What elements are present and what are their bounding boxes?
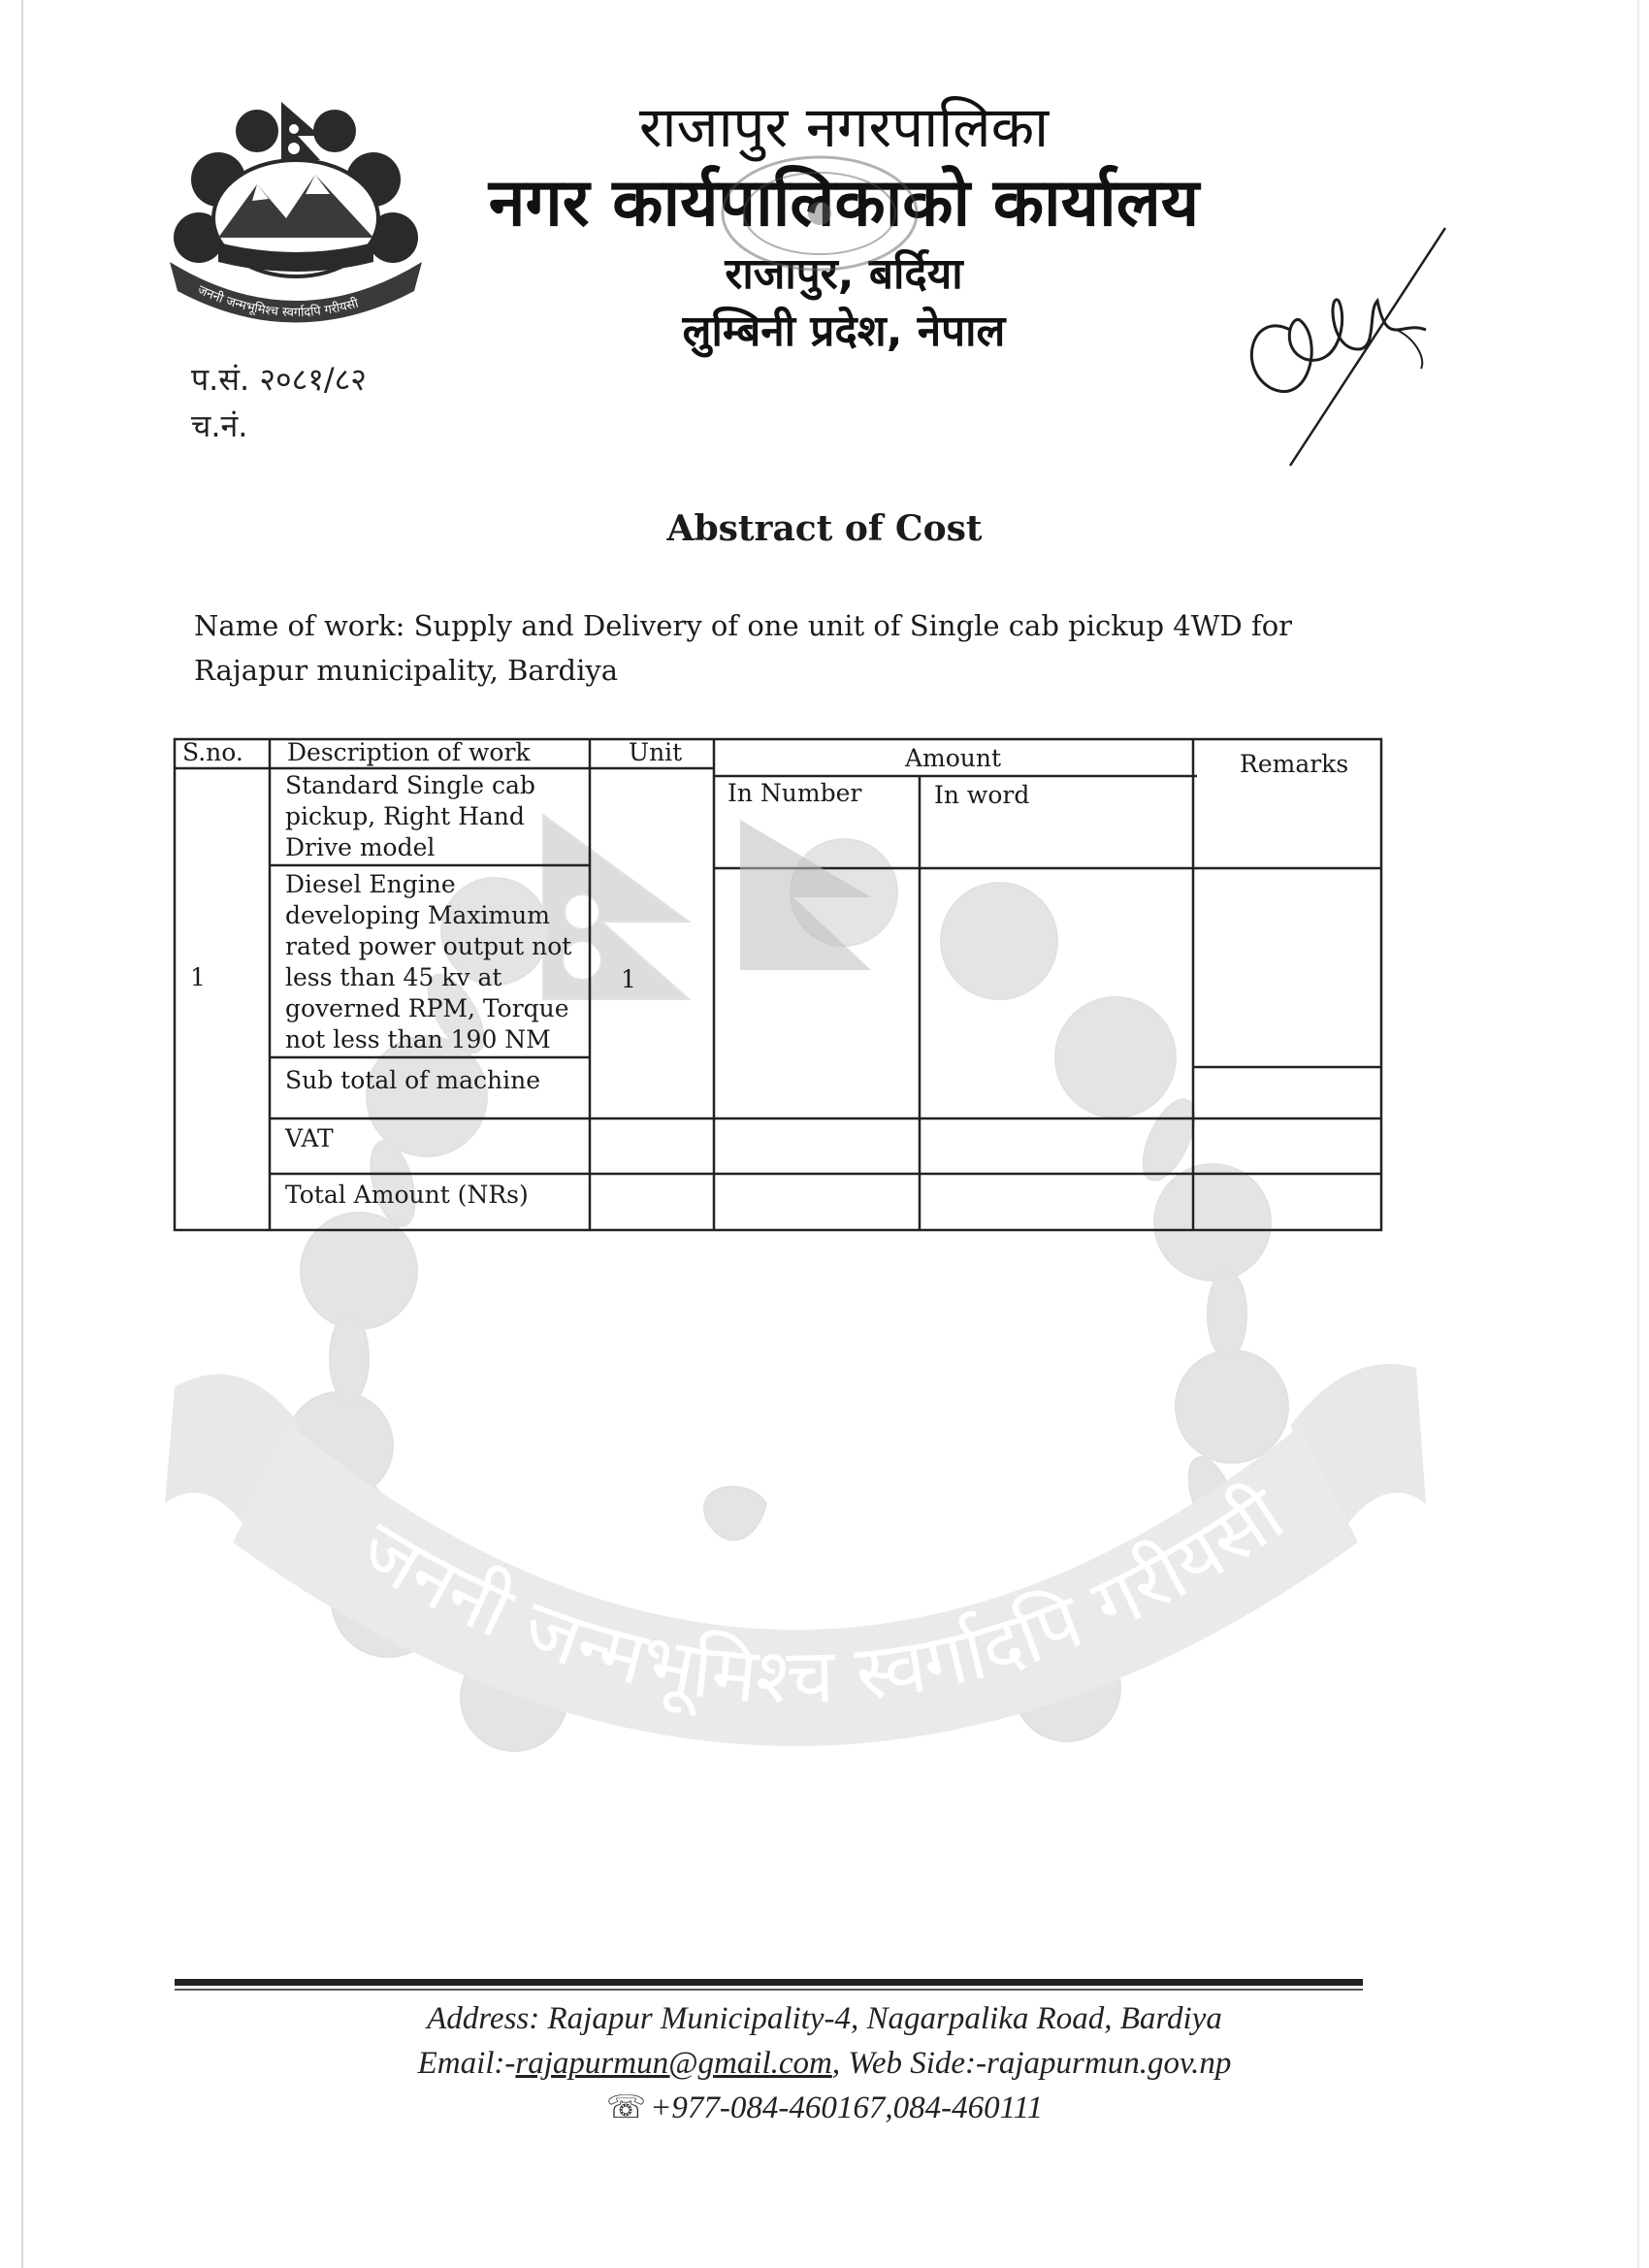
work-description: Name of work: Supply and Delivery of one unit of Single cab pickup 4WD for Rajapur municipality, Bardiya bbox=[194, 609, 1293, 687]
header-unit: Unit bbox=[629, 738, 683, 766]
email-label: Email:- bbox=[417, 2046, 516, 2081]
province-country: लुम्बिनी प्रदेश, नेपाल bbox=[682, 307, 1006, 356]
footer-rule-thin bbox=[175, 1989, 1363, 1991]
subtotal-label: Sub total of machine bbox=[285, 1066, 541, 1094]
footer-contact bbox=[0, 2041, 1649, 2086]
vat-label: VAT bbox=[285, 1124, 334, 1152]
patra-sankhya: प.सं. २०८१/८२ bbox=[191, 361, 367, 398]
header-description: Description of work bbox=[287, 738, 531, 766]
header-remarks: Remarks bbox=[1240, 750, 1349, 778]
total-label: Total Amount (NRs) bbox=[285, 1181, 529, 1209]
footer-rule bbox=[175, 1979, 1363, 1986]
row-sno: 1 bbox=[190, 963, 206, 991]
municipality-name: राजापुर नगरपालिका bbox=[638, 94, 1050, 160]
page-edge-right bbox=[1637, 0, 1639, 2268]
email-link[interactable]: rajapurmun@gmail.com bbox=[515, 2046, 832, 2081]
telephone-icon: ☏ bbox=[605, 2090, 647, 2125]
footer bbox=[0, 1996, 1649, 2130]
page-edge-left bbox=[21, 0, 23, 2268]
emblem-motto: जननी जन्मभूमिश्च स्वर्गादपि गरीयसी bbox=[195, 282, 361, 321]
signature bbox=[1232, 223, 1455, 475]
description-item-1: Standard Single cab pickup, Right Hand Drive model bbox=[285, 771, 535, 861]
watermark-motto: जननी जन्मभूमिश्च स्वर्गादपि गरीयसी bbox=[344, 1471, 1300, 1722]
office-stamp bbox=[708, 146, 931, 281]
header-amount: Amount bbox=[905, 744, 1002, 772]
description-item-2: Diesel Engine developing Maximum rated power output not less than 45 kv at governed RPM, Torque not less than 190 NM bbox=[285, 870, 572, 1053]
reference-block bbox=[191, 356, 367, 449]
website-text: , Web Side:-rajapurmun.gov.np bbox=[831, 2046, 1232, 2081]
row-unit: 1 bbox=[621, 965, 636, 993]
header-in-number: In Number bbox=[728, 779, 862, 807]
nepal-coat-of-arms-icon bbox=[160, 92, 432, 335]
phone-numbers: +977-084-460167,084-460111 bbox=[650, 2090, 1044, 2125]
office-location: राजापुर, बर्दिया bbox=[725, 249, 963, 299]
footer-address: Address: Rajapur Municipality-4, Nagarpalika Road, Bardiya bbox=[427, 2001, 1222, 2036]
header-sno: S.no. bbox=[182, 738, 243, 766]
document-title: Abstract of Cost bbox=[666, 508, 983, 549]
chalani-number: च.नं. bbox=[191, 407, 248, 444]
office-name: नगर कार्यपालिकाको कार्यालय bbox=[488, 165, 1200, 242]
cost-table bbox=[173, 737, 1383, 1232]
footer-phone bbox=[0, 2086, 1649, 2130]
header-in-word: In word bbox=[934, 781, 1030, 809]
